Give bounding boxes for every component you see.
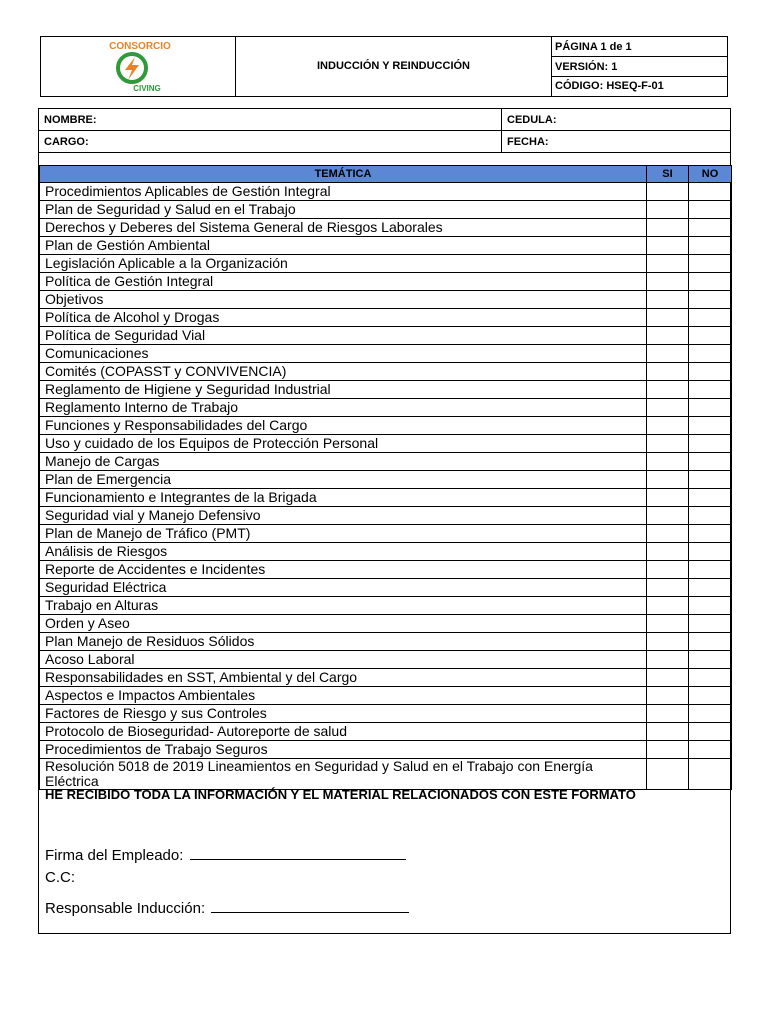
consorcio-civing-logo	[41, 37, 235, 96]
topic-label: Política de Seguridad Vial	[40, 327, 647, 345]
topic-label: Reglamento de Higiene y Seguridad Industrial	[40, 381, 647, 399]
table-row	[40, 723, 732, 741]
firma-empleado-row	[45, 847, 406, 864]
topic-label: Uso y cuidado de los Equipos de Protección Personal	[40, 435, 647, 453]
no-checkbox-cell[interactable]	[689, 597, 732, 615]
si-checkbox-cell[interactable]	[647, 237, 689, 255]
topic-label: Responsabilidades en SST, Ambiental y del Cargo	[40, 669, 647, 687]
topic-label: Plan de Manejo de Tráfico (PMT)	[40, 525, 647, 543]
si-checkbox-cell[interactable]	[647, 201, 689, 219]
topic-label: Aspectos e Impactos Ambientales	[40, 687, 647, 705]
no-checkbox-cell[interactable]	[689, 255, 732, 273]
si-checkbox-cell[interactable]	[647, 705, 689, 723]
version-label: VERSIÓN: 1	[552, 57, 727, 77]
nombre-field[interactable]: NOMBRE:	[39, 109, 502, 131]
topic-label: Legislación Aplicable a la Organización	[40, 255, 647, 273]
topic-label: Orden y Aseo	[40, 615, 647, 633]
table-row	[40, 291, 732, 309]
tematica-header: TEMÁTICA	[40, 166, 647, 183]
si-checkbox-cell[interactable]	[647, 327, 689, 345]
no-checkbox-cell[interactable]	[689, 183, 732, 201]
declaration-text: HE RECIBIDO TODA LA INFORMACIÓN Y EL MATERIAL RELACIONADOS CON ESTE FORMATO	[45, 787, 636, 802]
topic-label: Análisis de Riesgos	[40, 543, 647, 561]
no-checkbox-cell[interactable]	[689, 399, 732, 417]
table-row	[40, 579, 732, 597]
si-checkbox-cell[interactable]	[647, 291, 689, 309]
no-checkbox-cell[interactable]	[689, 543, 732, 561]
table-row	[40, 219, 732, 237]
no-checkbox-cell[interactable]	[689, 507, 732, 525]
logo-bottom-text: CIVING	[133, 84, 161, 93]
topic-label: Factores de Riesgo y sus Controles	[40, 705, 647, 723]
si-checkbox-cell[interactable]	[647, 363, 689, 381]
no-checkbox-cell[interactable]	[689, 291, 732, 309]
topic-label: Reporte de Accidentes e Incidentes	[40, 561, 647, 579]
table-row	[40, 381, 732, 399]
code-label: CÓDIGO: HSEQ-F-01	[555, 80, 664, 92]
topic-label: Comunicaciones	[40, 345, 647, 363]
topic-label: Seguridad Eléctrica	[40, 579, 647, 597]
topic-label: Funcionamiento e Integrantes de la Brigada	[40, 489, 647, 507]
topic-label: Procedimientos de Trabajo Seguros	[40, 741, 647, 759]
table-row	[40, 183, 732, 201]
no-header: NO	[689, 166, 732, 183]
logo-cell	[41, 37, 236, 96]
table-row	[40, 309, 732, 327]
no-checkbox-cell[interactable]	[689, 201, 732, 219]
table-row	[40, 669, 732, 687]
si-checkbox-cell[interactable]	[647, 399, 689, 417]
table-row	[40, 273, 732, 291]
no-checkbox-cell[interactable]	[689, 759, 732, 790]
topic-label: Política de Alcohol y Drogas	[40, 309, 647, 327]
table-row	[40, 759, 732, 790]
si-checkbox-cell[interactable]	[647, 723, 689, 741]
cedula-field[interactable]: CEDULA:	[502, 109, 730, 131]
no-checkbox-cell[interactable]	[689, 327, 732, 345]
si-checkbox-cell[interactable]	[647, 687, 689, 705]
si-checkbox-cell[interactable]	[647, 255, 689, 273]
topic-label: Plan de Emergencia	[40, 471, 647, 489]
no-checkbox-cell[interactable]	[689, 309, 732, 327]
table-row	[40, 363, 732, 381]
no-checkbox-cell[interactable]	[689, 579, 732, 597]
header-block	[40, 36, 728, 97]
responsable-line[interactable]	[211, 900, 409, 913]
si-checkbox-cell[interactable]	[647, 219, 689, 237]
topic-label: Comités (COPASST y CONVIVENCIA)	[40, 363, 647, 381]
si-checkbox-cell[interactable]	[647, 453, 689, 471]
table-row	[40, 417, 732, 435]
no-checkbox-cell[interactable]	[689, 237, 732, 255]
si-checkbox-cell[interactable]	[647, 273, 689, 291]
no-checkbox-cell[interactable]	[689, 651, 732, 669]
topic-label: Resolución 5018 de 2019 Lineamientos en Seguridad y Salud en el Trabajo con Energía Eléctrica	[40, 759, 647, 790]
topic-label: Manejo de Cargas	[40, 453, 647, 471]
no-checkbox-cell[interactable]	[689, 453, 732, 471]
table-row	[40, 399, 732, 417]
table-row	[40, 471, 732, 489]
topic-label: Objetivos	[40, 291, 647, 309]
table-row	[40, 705, 732, 723]
si-checkbox-cell[interactable]	[647, 651, 689, 669]
table-row	[40, 489, 732, 507]
table-row	[40, 453, 732, 471]
responsable-label: Responsable Inducción:	[45, 900, 206, 917]
topic-label: Política de Gestión Integral	[40, 273, 647, 291]
topic-label: Acoso Laboral	[40, 651, 647, 669]
table-row	[40, 345, 732, 363]
topic-label: Funciones y Responsabilidades del Cargo	[40, 417, 647, 435]
no-checkbox-cell[interactable]	[689, 723, 732, 741]
table-row	[40, 435, 732, 453]
firma-label: Firma del Empleado:	[45, 847, 184, 864]
si-checkbox-cell[interactable]	[647, 309, 689, 327]
no-checkbox-cell[interactable]	[689, 525, 732, 543]
table-row	[40, 651, 732, 669]
si-checkbox-cell[interactable]	[647, 489, 689, 507]
table-row	[40, 633, 732, 651]
table-row	[40, 237, 732, 255]
topics-table	[39, 165, 732, 790]
si-checkbox-cell[interactable]	[647, 615, 689, 633]
firma-line[interactable]	[190, 847, 406, 860]
cargo-field[interactable]: CARGO:	[39, 131, 502, 153]
table-row	[40, 525, 732, 543]
no-checkbox-cell[interactable]	[689, 435, 732, 453]
table-row	[40, 687, 732, 705]
table-row	[40, 255, 732, 273]
table-row	[40, 327, 732, 345]
no-checkbox-cell[interactable]	[689, 219, 732, 237]
cc-label: C.C:	[45, 869, 75, 886]
si-checkbox-cell[interactable]	[647, 633, 689, 651]
si-checkbox-cell[interactable]	[647, 381, 689, 399]
si-checkbox-cell[interactable]	[647, 543, 689, 561]
page-number: PÁGINA 1 de 1	[552, 37, 727, 57]
topic-label: Plan de Seguridad y Salud en el Trabajo	[40, 201, 647, 219]
no-checkbox-cell[interactable]	[689, 615, 732, 633]
no-checkbox-cell[interactable]	[689, 471, 732, 489]
si-checkbox-cell[interactable]	[647, 435, 689, 453]
table-row	[40, 507, 732, 525]
table-row	[40, 597, 732, 615]
no-checkbox-cell[interactable]	[689, 417, 732, 435]
si-checkbox-cell[interactable]	[647, 525, 689, 543]
no-checkbox-cell[interactable]	[689, 273, 732, 291]
responsable-row	[45, 900, 409, 917]
table-header-row	[40, 166, 732, 183]
si-checkbox-cell[interactable]	[647, 561, 689, 579]
si-checkbox-cell[interactable]	[647, 507, 689, 525]
no-checkbox-cell[interactable]	[689, 345, 732, 363]
si-checkbox-cell[interactable]	[647, 669, 689, 687]
si-checkbox-cell[interactable]	[647, 597, 689, 615]
table-row	[40, 741, 732, 759]
table-row	[40, 543, 732, 561]
topic-label: Plan de Gestión Ambiental	[40, 237, 647, 255]
no-checkbox-cell[interactable]	[689, 489, 732, 507]
no-checkbox-cell[interactable]	[689, 633, 732, 651]
fecha-field[interactable]: FECHA:	[502, 131, 730, 153]
form-block	[38, 108, 731, 934]
topic-label: Trabajo en Alturas	[40, 597, 647, 615]
no-checkbox-cell[interactable]	[689, 381, 732, 399]
no-checkbox-cell[interactable]	[689, 705, 732, 723]
si-checkbox-cell[interactable]	[647, 417, 689, 435]
no-checkbox-cell[interactable]	[689, 561, 732, 579]
no-checkbox-cell[interactable]	[689, 669, 732, 687]
table-row	[40, 561, 732, 579]
no-checkbox-cell[interactable]	[689, 363, 732, 381]
topic-label: Seguridad vial y Manejo Defensivo	[40, 507, 647, 525]
table-row	[40, 615, 732, 633]
table-row	[40, 201, 732, 219]
si-checkbox-cell[interactable]	[647, 759, 689, 790]
si-checkbox-cell[interactable]	[647, 579, 689, 597]
no-checkbox-cell[interactable]	[689, 687, 732, 705]
no-checkbox-cell[interactable]	[689, 741, 732, 759]
topic-label: Reglamento Interno de Trabajo	[40, 399, 647, 417]
si-checkbox-cell[interactable]	[647, 345, 689, 363]
topic-label: Procedimientos Aplicables de Gestión Integral	[40, 183, 647, 201]
topic-body	[40, 183, 732, 759]
si-checkbox-cell[interactable]	[647, 183, 689, 201]
logo-top-text: CONSORCIO	[109, 41, 171, 52]
topic-label: Protocolo de Bioseguridad- Autoreporte de salud	[40, 723, 647, 741]
si-checkbox-cell[interactable]	[647, 471, 689, 489]
topic-label: Plan Manejo de Residuos Sólidos	[40, 633, 647, 651]
si-checkbox-cell[interactable]	[647, 741, 689, 759]
topic-label: Derechos y Deberes del Sistema General de Riesgos Laborales	[40, 219, 647, 237]
document-title: INDUCCIÓN Y REINDUCCIÓN	[236, 37, 552, 96]
si-header: SI	[647, 166, 689, 183]
